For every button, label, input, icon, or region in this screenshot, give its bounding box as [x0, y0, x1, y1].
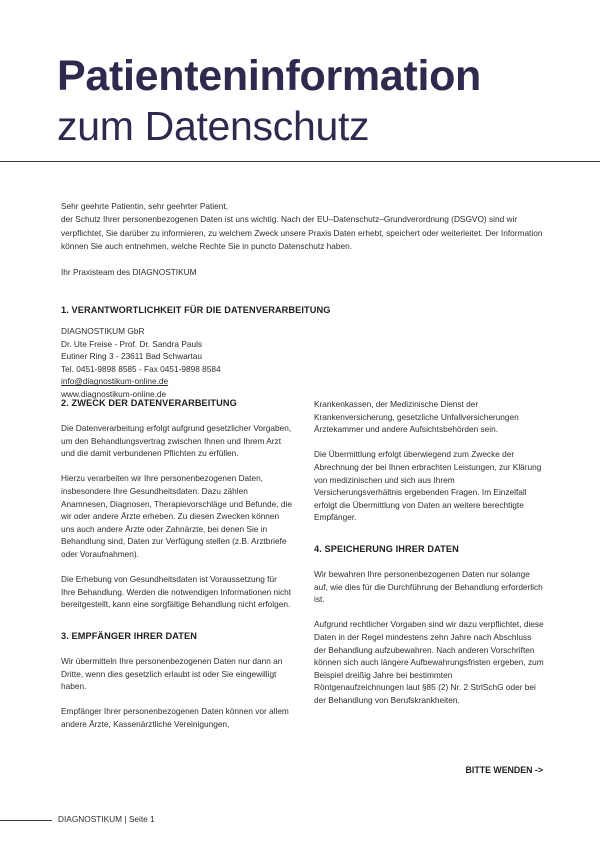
page-subtitle: zum Datenschutz	[57, 103, 370, 149]
section-3-paragraph: Empfänger Ihrer personenbezogenen Daten können vor allem andere Ärzte, Kassenärztliche Vereinigungen,	[61, 706, 289, 729]
section-2-paragraph: Die Datenverarbeitung erfolgt aufgrund gesetzlicher Vorgaben, um den Behandlungsvertrag zwischen Ihnen und Ihrem Arzt und die damit verbundenen Pflichten zu erfüllen.	[61, 423, 292, 459]
section-2-heading: 2. ZWECK DER DATENVERARBEITUNG	[61, 398, 237, 408]
section-1-heading: 1. VERANTWORTLICHKEIT FÜR DIE DATENVERARBEITUNG	[61, 305, 331, 315]
contact-block	[61, 325, 361, 401]
page-title: Patienteninformation	[57, 52, 482, 100]
email-link[interactable]: info@diagnostikum-online.de	[61, 376, 169, 387]
section-4-heading: 4. SPEICHERUNG IHRER DATEN	[314, 543, 459, 554]
turn-page-note: BITTE WENDEN ->	[465, 765, 543, 775]
section-3-paragraph: Krankenkassen, der Medizinische Dienst der Krankenversicherung, gesetzliche Unfallversicherungen Ärztekammer und andere Aufsichtsbehörden sein.	[314, 399, 519, 435]
intro-salutation: Sehr geehrte Patientin, sehr geehrter Patient,	[61, 201, 228, 211]
website-link[interactable]: www.diagnostikum-online.de	[61, 388, 167, 399]
footer-text: DIAGNOSTIKUM | Seite 1	[58, 814, 155, 824]
footer-divider	[0, 820, 52, 821]
right-column	[314, 398, 544, 706]
title-divider	[0, 161, 600, 162]
section-3-heading: 3. EMPFÄNGER IHRER DATEN	[61, 630, 197, 641]
phone-fax: Tel. 0451-9898 8585 - Fax 0451-9898 8584	[61, 363, 221, 374]
doctor-names: Dr. Ute Freise - Prof. Dr. Sandra Pauls	[61, 338, 203, 349]
section-4-paragraph: Aufgrund rechtlicher Vorgaben sind wir dazu verpflichtet, diese Daten in der Regel mindestens zehn Jahre nach Abschluss der Behandlung aufzubewahren. Nach anderen Vorschriften können sich auch längere Aufbewahrungsfristen ergeben, zum Beispiel dreißig Jahre bei bestimmten Röntgenaufzeichnungen laut §85 (2) Nr. 2 StrlSchG oder bei der Behandlung von Berufskrankheiten.	[314, 619, 544, 705]
left-column	[61, 398, 293, 730]
section-2-paragraph: Die Erhebung von Gesundheitsdaten ist Voraussetzung für Ihre Behandlung. Werden die notwendigen Informationen nicht bereitgestellt, kann eine sorgfältige Behandlung nicht erfolgen.	[61, 574, 292, 610]
company-name: DIAGNOSTIKUM GbR	[61, 326, 145, 336]
intro-body: der Schutz Ihrer personenbezogenen Daten ist uns wichtig. Nach der EU–Datenschutz–Grundverordnung (DSGVO) sind wir verpflichtet, Sie darüber zu informieren, zu welchem Zweck unsere Praxis Daten erhebt, speichert oder weiterleitet. Der Information können Sie auch entnehmen, welche Rechte Sie in puncto Datenschutz haben.	[61, 214, 543, 251]
address: Eutiner Ring 3 - 23611 Bad Schwartau	[61, 351, 202, 362]
intro-block	[61, 200, 561, 279]
intro-signature: Ihr Praxisteam des DIAGNOSTIKUM	[61, 267, 197, 278]
section-3-paragraph: Wir übermitteln Ihre personenbezogenen Daten nur dann an Dritte, wenn dies gesetzlich erlaubt ist oder Sie eingewilligt haben.	[61, 655, 283, 692]
section-4-paragraph: Wir bewahren Ihre personenbezogenen Daten nur solange auf, wie dies für die Durchführung der Behandlung erforderlich ist.	[314, 568, 543, 605]
section-3-paragraph: Die Übermittlung erfolgt überwiegend zum Zwecke der Abrechnung der bei Ihnen erbrachten Leistungen, zur Klärung von medizinischen und sich aus Ihrem Versicherungsverhältnis ergebenden Fragen. Im Einzelfall erfolgt die Übermittlung von Daten an weitere berechtigte Empfänger.	[314, 449, 542, 523]
section-2-paragraph: Hierzu verarbeiten wir Ihre personenbezogenen Daten, insbesondere Ihre Gesundheitsdaten. Dazu zählen Anamnesen, Diagnosen, Therapievorschläge und Befunde, die wir oder andere Ärzte erheben. Zu diesen Zwecken können uns auch andere Ärzte oder Zahnärzte, bei denen Sie in Behandlung sind, Daten zur Verfügung stellen (z.B. Arztbriefe oder Voraufnahmen).	[61, 473, 292, 559]
